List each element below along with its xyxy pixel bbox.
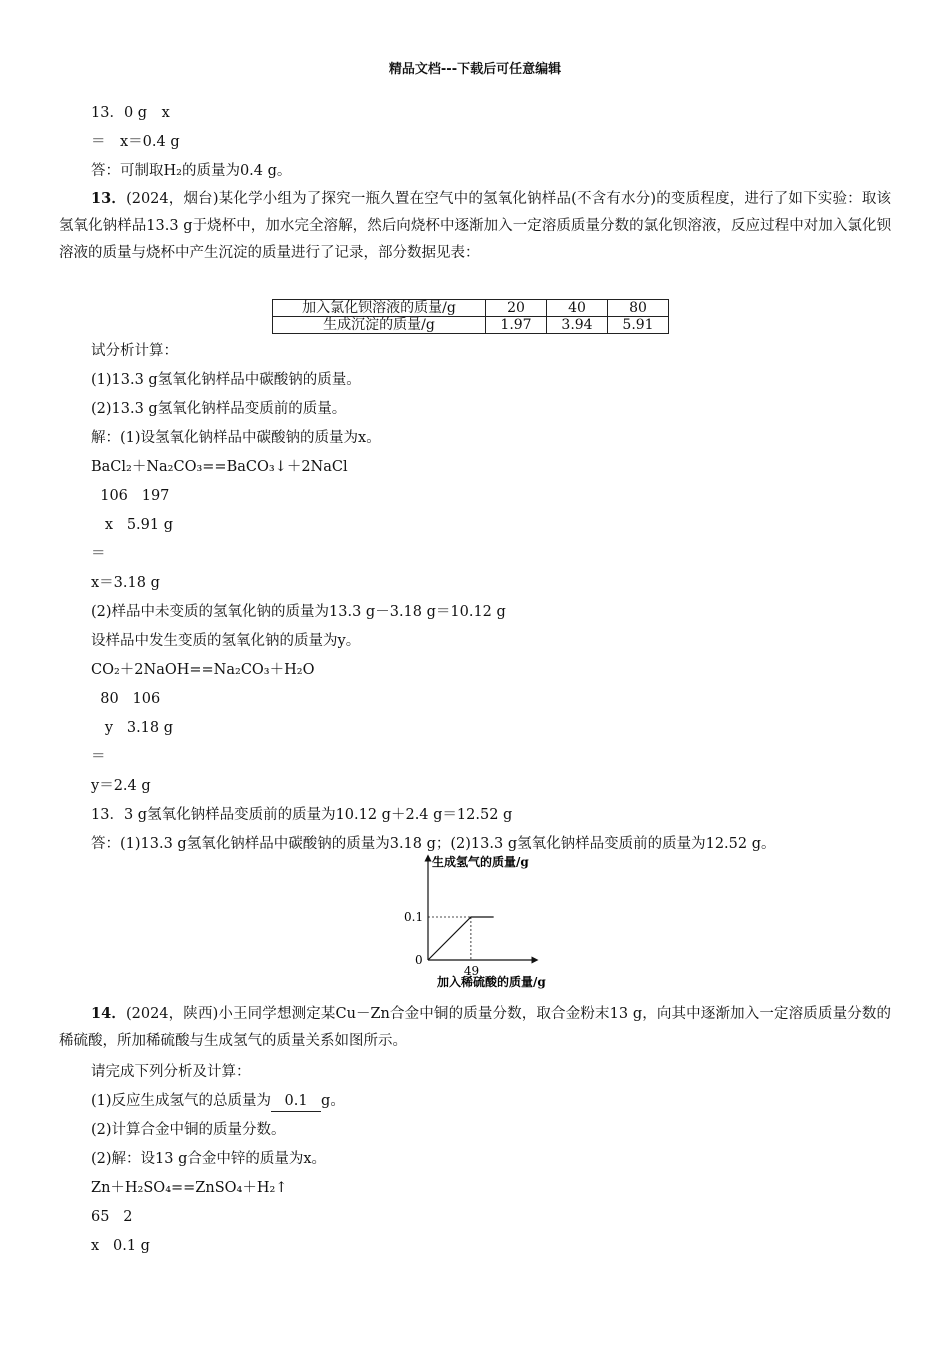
text-line: y＝2.4 g: [91, 778, 151, 794]
table-cell: 加入氯化钡溶液的质量/g: [273, 300, 486, 317]
text-line: ＝: [91, 749, 106, 765]
x-axis-label: 加入稀硫酸的质量/g: [437, 975, 546, 989]
hydrogen-mass-graph: [395, 852, 570, 992]
text-line: x＝3.18 g: [91, 575, 160, 591]
text-line: 请完成下列分析及计算：: [91, 1064, 251, 1080]
text-line: 80 106: [91, 691, 161, 707]
text-line: (2)13.3 g氢氧化钠样品变质前的质量。: [91, 401, 347, 417]
text-line: 106 197: [91, 488, 170, 504]
origin-label: 0: [415, 953, 423, 967]
text-line: 13．0 g x: [91, 105, 170, 121]
question-number: 13．: [91, 190, 127, 207]
answer-blank: 0.1: [271, 1091, 321, 1112]
text-line: x 0.1 g: [91, 1238, 150, 1254]
text-line: 设样品中发生变质的氢氧化钠的质量为y。: [91, 633, 361, 649]
data-table: [272, 299, 669, 334]
table-cell: 1.97: [486, 317, 547, 334]
table-cell: 40: [547, 300, 608, 317]
question-text: (2024，烟台)某化学小组为了探究一瓶久置在空气中的氢氧化钠样品(不含有水分)的变质程度，进行了如下实验：取该氢氧化钠样品13.3 g于烧杯中，加水完全溶解，然后向烧杯中逐渐加入一定溶质质量分数的氯化钡溶液，反应过程中对加入氯化钡溶液的质量与烧杯中产生沉淀的质量进行了记录，部分数据见表：: [59, 191, 891, 261]
question-number: 14．: [91, 1005, 126, 1022]
text-line: 解：(1)设氢氧化钠样品中碳酸钠的质量为x。: [91, 430, 381, 446]
table-row: [273, 317, 669, 334]
series-line: [428, 917, 494, 960]
text-line: 试分析计算：: [91, 343, 178, 359]
table-cell: 5.91: [608, 317, 669, 334]
item-suffix: g。: [321, 1093, 345, 1109]
question-text: (2024，陕西)小王同学想测定某Cu－Zn合金中铜的质量分数，取合金粉末13 g，向其中逐渐加入一定溶质质量分数的稀硫酸，所加稀硫酸与生成氢气的质量关系如图所示。: [59, 1006, 891, 1049]
y-axis-label: 生成氢气的质量/g: [432, 855, 529, 869]
y-tick-label: 0.1: [404, 910, 424, 924]
question-14: [59, 1000, 891, 1055]
question-13: [59, 185, 891, 267]
table-cell: 3.94: [547, 317, 608, 334]
equation: Zn＋H₂SO₄==ZnSO₄＋H₂↑: [91, 1180, 288, 1196]
text-line: (1)13.3 g氢氧化钠样品中碳酸钠的质量。: [91, 372, 361, 388]
text-line: 13．3 g氢氧化钠样品变质前的质量为10.12 g＋2.4 g＝12.52 g: [91, 807, 513, 823]
answer-line: 答：(1)13.3 g氢氧化钠样品中碳酸钠的质量为3.18 g；(2)13.3 g氢氧化钠样品变质前的质量为12.52 g。: [91, 836, 776, 852]
table-cell: 生成沉淀的质量/g: [273, 317, 486, 334]
text-line: 65 2: [91, 1209, 133, 1225]
item-prefix: (1)反应生成氢气的总质量为: [91, 1093, 272, 1109]
text-line: y 3.18 g: [91, 720, 174, 736]
x-tick-label: 49: [463, 964, 480, 978]
fill-blank-line: [91, 1091, 345, 1112]
page-header: 精品文档---下载后可任意编辑: [388, 62, 562, 77]
text-line: (2)计算合金中铜的质量分数。: [91, 1122, 286, 1138]
equation: CO₂＋2NaOH==Na₂CO₃＋H₂O: [91, 662, 315, 678]
equation: BaCl₂＋Na₂CO₃==BaCO₃↓＋2NaCl: [91, 459, 348, 475]
text-line: (2)解：设13 g合金中锌的质量为x。: [91, 1151, 327, 1167]
table-cell: 80: [608, 300, 669, 317]
text-line: 答：可制取H₂的质量为0.4 g。: [91, 163, 292, 179]
table-cell: 20: [486, 300, 547, 317]
table-row: [273, 300, 669, 317]
text-line: ＝ x＝0.4 g: [91, 134, 180, 150]
text-line: ＝: [91, 546, 106, 562]
text-line: x 5.91 g: [91, 517, 174, 533]
text-line: (2)样品中未变质的氢氧化钠的质量为13.3 g－3.18 g＝10.12 g: [91, 604, 506, 620]
